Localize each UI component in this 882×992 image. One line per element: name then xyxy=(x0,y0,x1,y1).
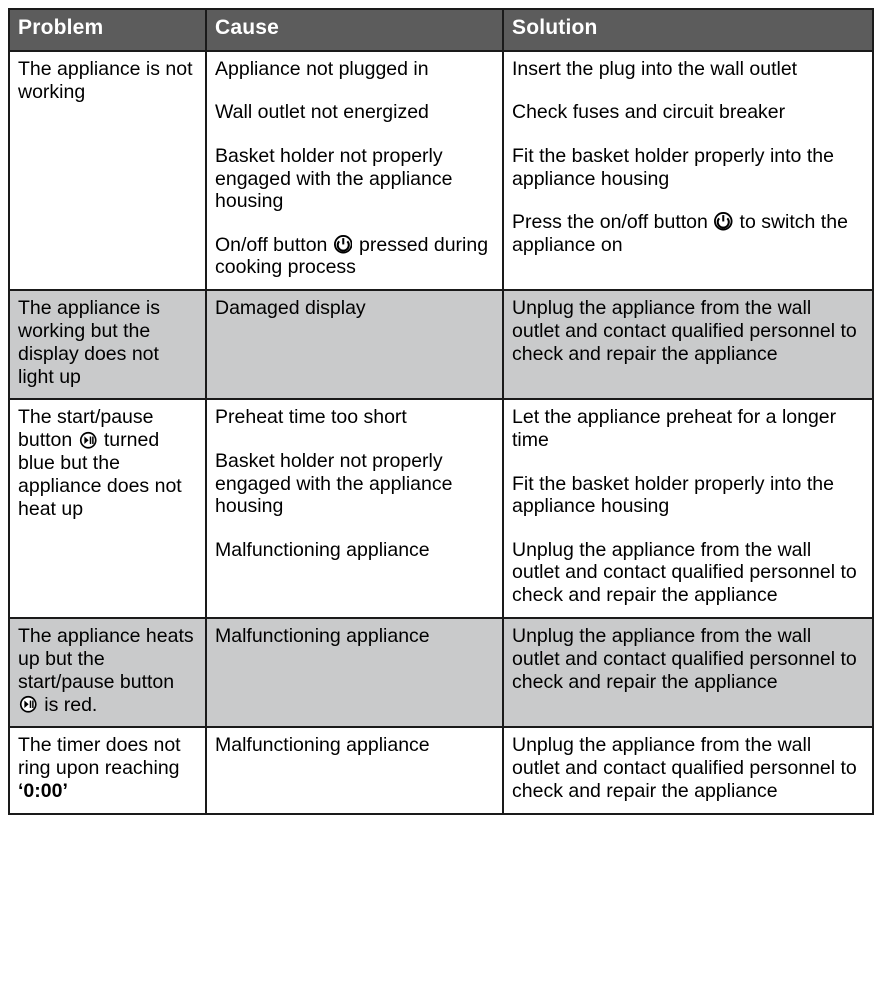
column-header-cause: Cause xyxy=(206,9,503,51)
cell-solution xyxy=(503,399,873,618)
cell-paragraph: Check fuses and circuit breaker xyxy=(512,101,786,124)
cell-paragraph: Unplug the appliance from the wall outlet and contact qualified personnel to check and repair the appliance xyxy=(512,734,857,802)
cell-paragraph: Basket holder not properly engaged with the appliance housing xyxy=(215,144,453,213)
cell-paragraph: Malfunctioning appliance xyxy=(215,625,430,648)
table-header xyxy=(9,9,873,51)
header-row xyxy=(9,9,873,51)
cell-solution xyxy=(503,51,873,290)
cell-solution xyxy=(503,618,873,727)
cell-paragraph: Basket holder not properly engaged with the appliance housing xyxy=(215,449,453,518)
cell-paragraph: Appliance not plugged in xyxy=(215,58,429,81)
cell-paragraph: Wall outlet not energized xyxy=(215,101,429,124)
cell-cause xyxy=(206,290,503,399)
power-icon xyxy=(334,235,353,254)
cell-paragraph: Malfunctioning appliance xyxy=(215,538,430,561)
cell-paragraph: Preheat time too short xyxy=(215,406,407,429)
start-pause-icon xyxy=(19,695,38,714)
column-header-problem: Problem xyxy=(9,9,206,51)
cell-paragraph: Unplug the appliance from the wall outlet and contact qualified personnel to check and repair the appliance xyxy=(512,625,857,693)
cell-problem xyxy=(9,727,206,813)
cell-paragraph: The appliance is working but the display does not light up xyxy=(18,297,161,388)
cell-paragraph: On/off button pressed during cooking process xyxy=(215,233,489,279)
cell-paragraph: Insert the plug into the wall outlet xyxy=(512,58,798,81)
troubleshooting-table xyxy=(8,8,874,815)
table-row xyxy=(9,618,873,727)
cell-solution xyxy=(503,727,873,813)
cell-paragraph: Unplug the appliance from the wall outlet and contact qualified personnel to check and repair the appliance xyxy=(512,538,857,607)
cell-paragraph: The start/pause button turned blue but the appliance does not heat up xyxy=(18,406,182,520)
cell-paragraph: Press the on/off button to switch the appliance on xyxy=(512,210,848,256)
cell-problem xyxy=(9,290,206,399)
cell-paragraph: The timer does not ring upon reaching ‘0:00’ xyxy=(18,734,181,802)
cell-paragraph: Fit the basket holder properly into the appliance housing xyxy=(512,472,834,518)
cell-cause xyxy=(206,51,503,290)
cell-paragraph: The appliance heats up but the start/pause button is red. xyxy=(18,625,194,716)
cell-problem xyxy=(9,618,206,727)
table-row xyxy=(9,51,873,290)
cell-problem xyxy=(9,399,206,618)
cell-paragraph: Unplug the appliance from the wall outlet and contact qualified personnel to check and repair the appliance xyxy=(512,297,857,365)
power-icon xyxy=(714,212,733,231)
cell-paragraph: Let the appliance preheat for a longer time xyxy=(512,406,837,452)
cell-cause xyxy=(206,727,503,813)
column-header-solution: Solution xyxy=(503,9,873,51)
cell-paragraph: Malfunctioning appliance xyxy=(215,734,430,757)
start-pause-icon xyxy=(79,431,98,450)
cell-paragraph: Fit the basket holder properly into the appliance housing xyxy=(512,144,834,190)
cell-paragraph: The appliance is not working xyxy=(18,58,193,103)
table-row xyxy=(9,290,873,399)
cell-cause xyxy=(206,618,503,727)
cell-problem xyxy=(9,51,206,290)
cell-cause xyxy=(206,399,503,618)
cell-paragraph: Damaged display xyxy=(215,297,366,320)
table-row xyxy=(9,399,873,618)
cell-solution xyxy=(503,290,873,399)
timer-value: ‘0:00’ xyxy=(18,779,68,802)
table-row xyxy=(9,727,873,813)
table-body xyxy=(9,51,873,814)
